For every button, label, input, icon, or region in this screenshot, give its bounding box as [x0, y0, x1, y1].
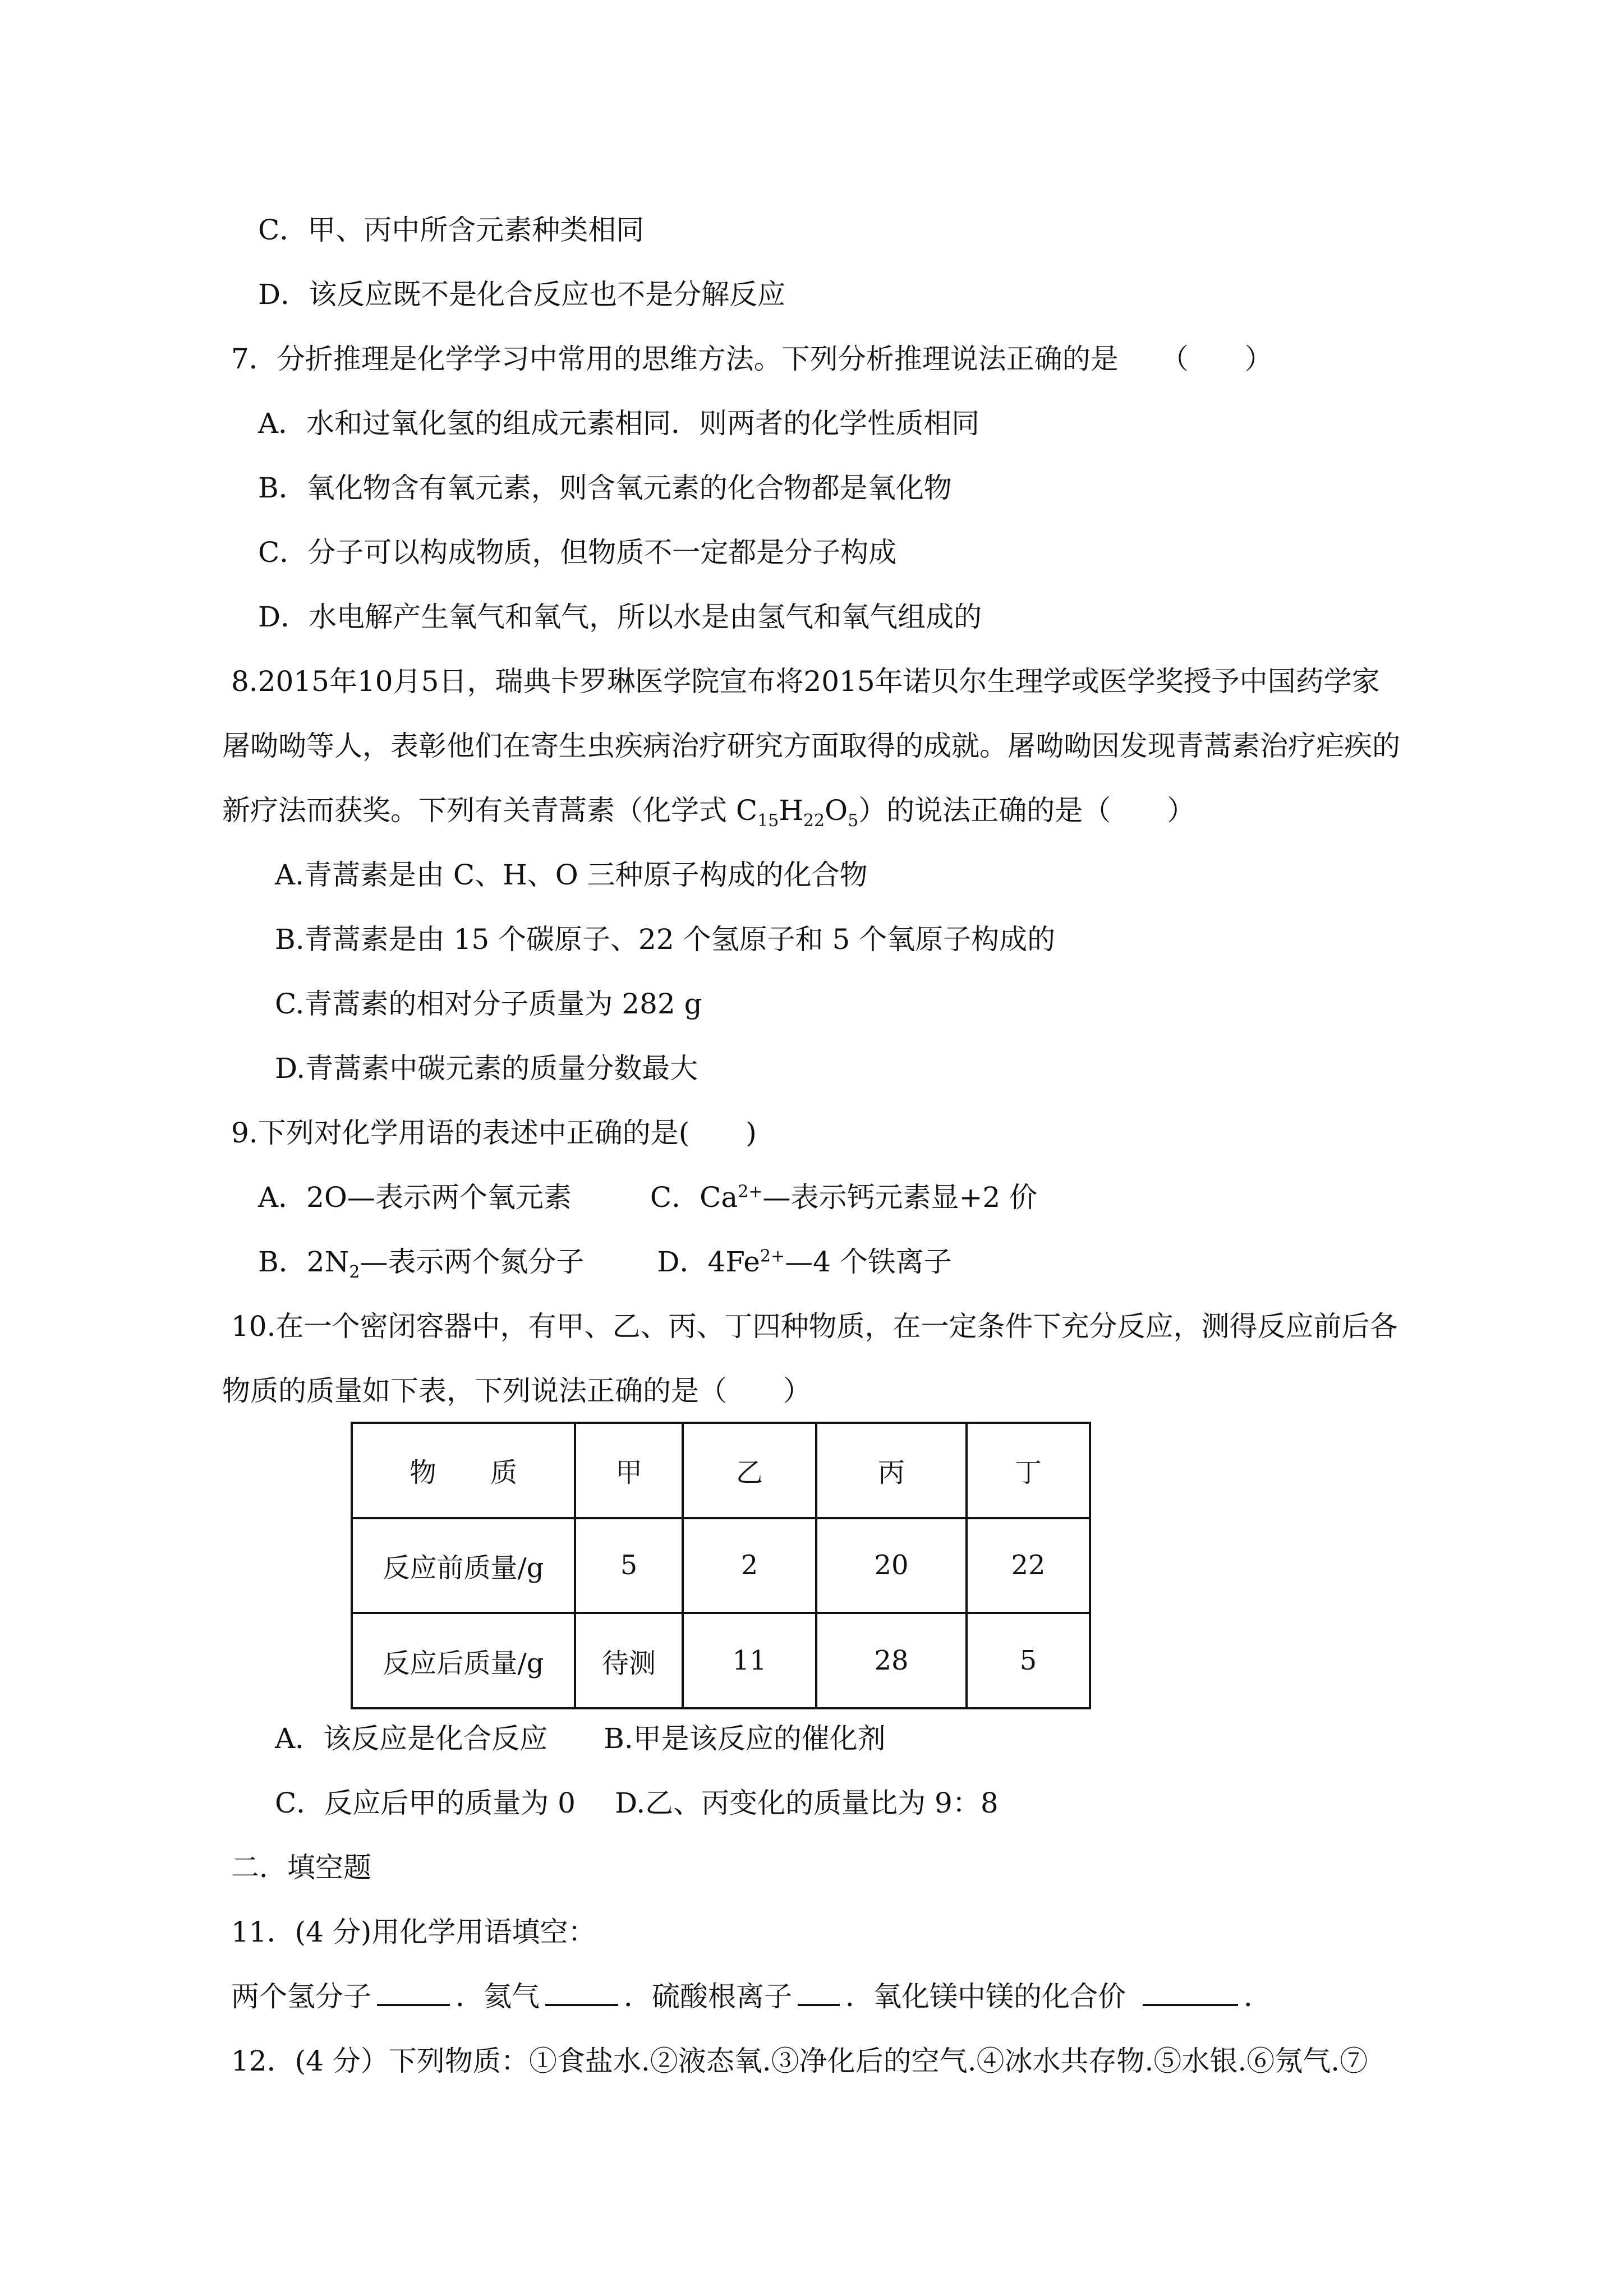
- q8-stem-line1: 8.2015年10月5日，瑞典卡罗琳医学院宣布将2015年诺贝尔生理学或医学奖授予中国药学家: [231, 665, 1380, 698]
- q10-option-b: B.甲是该反应的催化剂: [604, 1722, 886, 1755]
- q9-option-c: C．$Ca^{2+}—$表示钙元素显+2 价: [650, 1181, 1038, 1214]
- q10-stem-line2: 物质的质量如下表，下列说法正确的是（ ）: [222, 1375, 811, 1407]
- q8-stem-line3: 新疗法而获奖。下列有关青蒿素（化学式 $C_{15}H_{22}O_5$）的说法正确的是（ ）: [222, 794, 1195, 831]
- q8-option-c: C.青蒿素的相对分子质量为 282 g: [275, 988, 702, 1020]
- q7-option-b: B．氧化物含有氧元素，则含氧元素的化合物都是氧化物: [258, 472, 952, 504]
- q9-options-row2: [258, 1244, 952, 1280]
- table-cell: 反应前质量/g: [352, 1518, 575, 1613]
- table-header-cell: 丁: [967, 1423, 1090, 1518]
- q10-option-d: D.乙、丙变化的质量比为 9：8: [614, 1787, 999, 1819]
- table-cell: 反应后质量/g: [352, 1613, 575, 1708]
- table-row: [352, 1518, 1090, 1613]
- table-cell: 5: [967, 1613, 1090, 1708]
- q7-option-c: C．分子可以构成物质，但物质不一定都是分子构成: [258, 536, 897, 569]
- section-heading: 二．填空题: [231, 1851, 371, 1884]
- q8-option-d: D.青蒿素中碳元素的质量分数最大: [275, 1052, 698, 1085]
- q10-option-a: A．该反应是化合反应: [275, 1722, 548, 1755]
- q8-stem-line2: 屠呦呦等人，表彰他们在寄生虫疾病治疗研究方面取得的成就。屠呦呦因发现青蒿素治疗疟疾的: [222, 730, 1400, 762]
- answer-blank[interactable]: [1143, 1999, 1238, 2006]
- q10-stem-line1: 10.在一个密闭容器中，有甲、乙、丙、丁四种物质，在一定条件下充分反应，测得反应前后各: [231, 1310, 1398, 1343]
- table-header-cell: 丙: [816, 1423, 967, 1518]
- answer-blank[interactable]: [798, 1999, 840, 2006]
- q8-option-b: B.青蒿素是由 15 个碳原子、22 个氢原子和 5 个氧原子构成的: [275, 923, 1056, 956]
- table-header-cell: 物 质: [352, 1423, 575, 1518]
- q7-option-a: A．水和过氧化氢的组成元素相同．则两者的化学性质相同: [258, 407, 980, 440]
- table-cell: 20: [816, 1518, 967, 1613]
- q7-stem: 7．分折推理是化学学习中常用的思维方法。下列分析推理说法正确的是 （ ）: [231, 343, 1273, 375]
- q10-option-c: C．反应后甲的质量为 0: [275, 1787, 576, 1819]
- table-cell: 待测: [575, 1613, 683, 1708]
- q12-stem: 12．(4 分）下列物质：①食盐水.②液态氧.③净化后的空气.④冰水共存物.⑤水银.⑥氖气.⑦: [231, 2045, 1368, 2077]
- q10-options-row2: [275, 1785, 999, 1821]
- table-row: [352, 1613, 1090, 1708]
- q7-option-d: D．水电解产生氧气和氧气，所以水是由氢气和氧气组成的: [258, 601, 982, 633]
- q9-option-b: B．$2N_2—$表示两个氮分子: [258, 1246, 585, 1282]
- q6-option-c: C．甲、丙中所含元素种类相同: [258, 214, 645, 246]
- table-cell: 11: [683, 1613, 816, 1708]
- q9-options-row1: [258, 1179, 1037, 1215]
- q9-option-a: A．2O—表示两个氧元素: [258, 1181, 572, 1214]
- q11-blanks-line: 两个氢分子 ．氦气 ．硫酸根离子 ．氧化镁中镁的化合价 ．: [231, 1980, 1272, 2013]
- answer-blank[interactable]: [377, 1999, 450, 2006]
- q9-stem: 9.下列对化学用语的表述中正确的是( ): [231, 1117, 757, 1149]
- table-header-cell: 乙: [683, 1423, 816, 1518]
- answer-blank[interactable]: [545, 1999, 618, 2006]
- table-cell: 22: [967, 1518, 1090, 1613]
- q6-option-d: D．该反应既不是化合反应也不是分解反应: [258, 278, 786, 311]
- table-cell: 28: [816, 1613, 967, 1708]
- table-cell: 2: [683, 1518, 816, 1613]
- table-cell: 5: [575, 1518, 683, 1613]
- q11-stem: 11．(4 分)用化学用语填空：: [231, 1916, 596, 1948]
- table-header-cell: 甲: [575, 1423, 683, 1518]
- mass-table: [351, 1422, 1091, 1709]
- table-header-row: [352, 1423, 1090, 1518]
- q10-options-row1: [275, 1721, 886, 1756]
- q9-option-d: D．$4Fe^{2+}—4$ 个铁离子: [657, 1246, 952, 1278]
- q8-option-a: A.青蒿素是由 C、H、O 三种原子构成的化合物: [275, 859, 868, 891]
